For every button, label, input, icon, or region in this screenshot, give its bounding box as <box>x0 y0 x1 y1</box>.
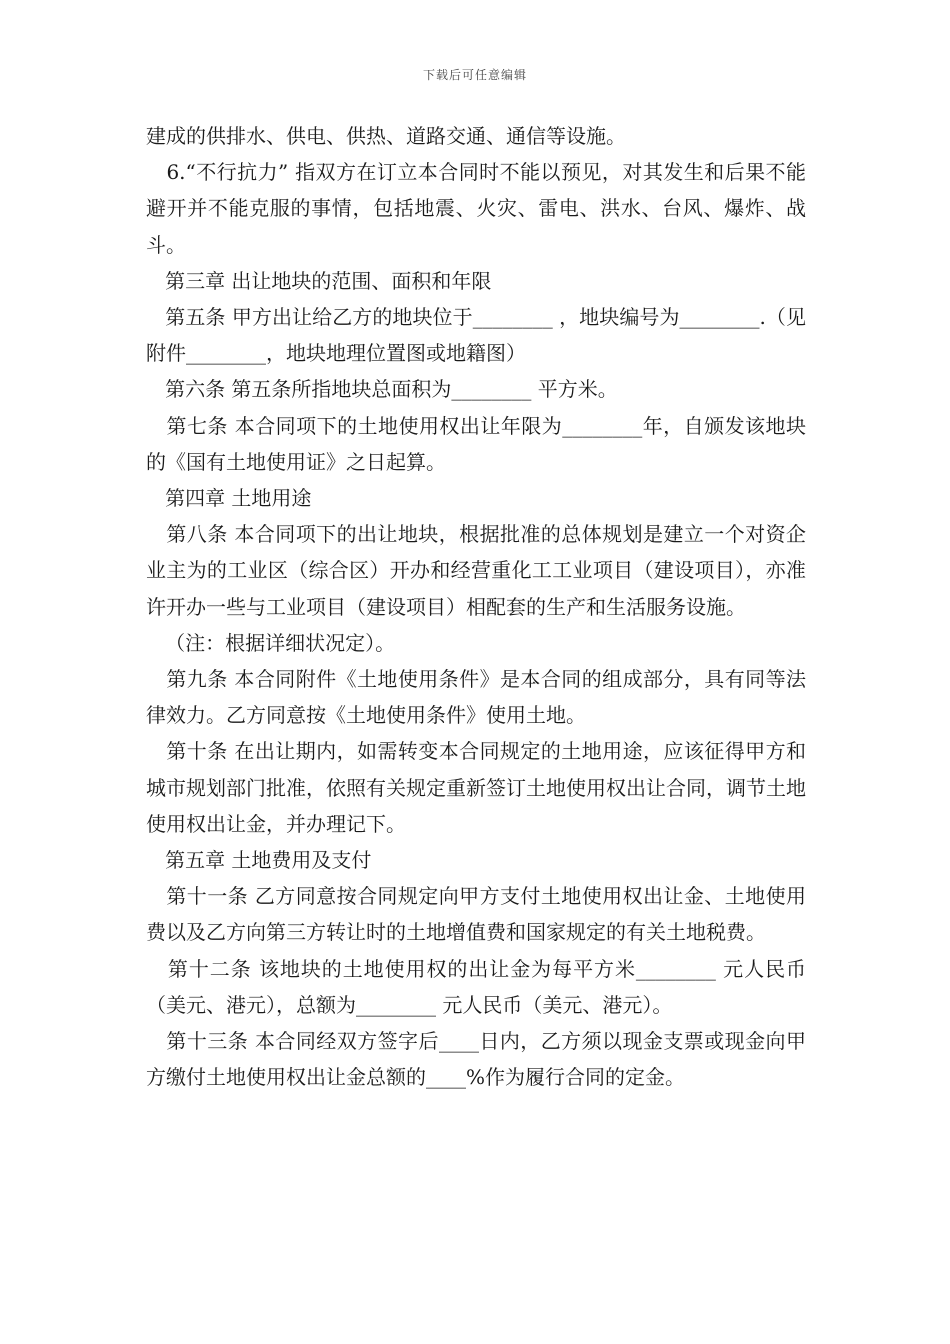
article-6: 第六条 第五条所指地块总面积为________ 平方米。 <box>146 377 618 402</box>
article-13: 第十三条 本合同经双方签字后____日内，乙方须以现金支票或现金向甲方缴付土地使用权出让金总额的____%作为履行合同的定金。 <box>146 1029 807 1090</box>
article-7: 第七条 本合同项下的土地使用权出让年限为________年，自颁发该地块的《国有土地使用证》之日起算。 <box>146 413 806 474</box>
note-paragraph: （注：根据详细状况定）。 <box>146 630 396 655</box>
chapter-3-heading: 第三章 出让地块的范围、面积和年限 <box>146 268 492 293</box>
paragraph-force-majeure: 6.“不行抗力” 指双方在订立本合同时不能以预见，对其发生和后果不能避开并不能克服的事情，包括地震、火灾、雷电、洪水、台风、爆炸、战斗。 <box>146 160 807 257</box>
page-header-note: 下载后可任意编辑 <box>422 68 527 82</box>
article-8: 第八条 本合同项下的出让地块，根据批准的总体规划是建立一个对资企业主为的工业区（综合区）开办和经营重化工工业项目（建设项目），亦准许开办一些与工业项目（建设项目）相配套的生产和生活服务设施。 <box>146 522 806 619</box>
article-11: 第十一条 乙方同意按合同规定向甲方支付土地使用权出让金、土地使用费以及乙方向第三方转让时的土地增值费和国家规定的有关土地税费。 <box>146 884 806 945</box>
article-12: 第十二条 该地块的土地使用权的出让金为每平方米________ 元人民币（美元、港元），总额为________ 元人民币（美元、港元）。 <box>146 956 807 1017</box>
chapter-4-heading: 第四章 土地用途 <box>146 486 312 511</box>
article-5: 第五条 甲方出让给乙方的地块位于________ ，地块编号为________.（见附件________，地块地理位置图或地籍图） <box>146 305 806 366</box>
chapter-5-heading: 第五章 土地费用及支付 <box>146 848 372 873</box>
article-9: 第九条 本合同附件《土地使用条件》是本合同的组成部分，具有同等法律效力。乙方同意按《土地使用条件》使用土地。 <box>146 667 806 728</box>
paragraph-facilities: 建成的供排水、供电、供热、道路交通、通信等设施。 <box>146 124 626 148</box>
document-body <box>146 118 806 1095</box>
article-10: 第十条 在出让期内，如需转变本合同规定的土地用途，应该征得甲方和城市规划部门批准，依照有关规定重新签订土地使用权出让合同，调节土地使用权出让金，并办理记下。 <box>146 739 806 836</box>
